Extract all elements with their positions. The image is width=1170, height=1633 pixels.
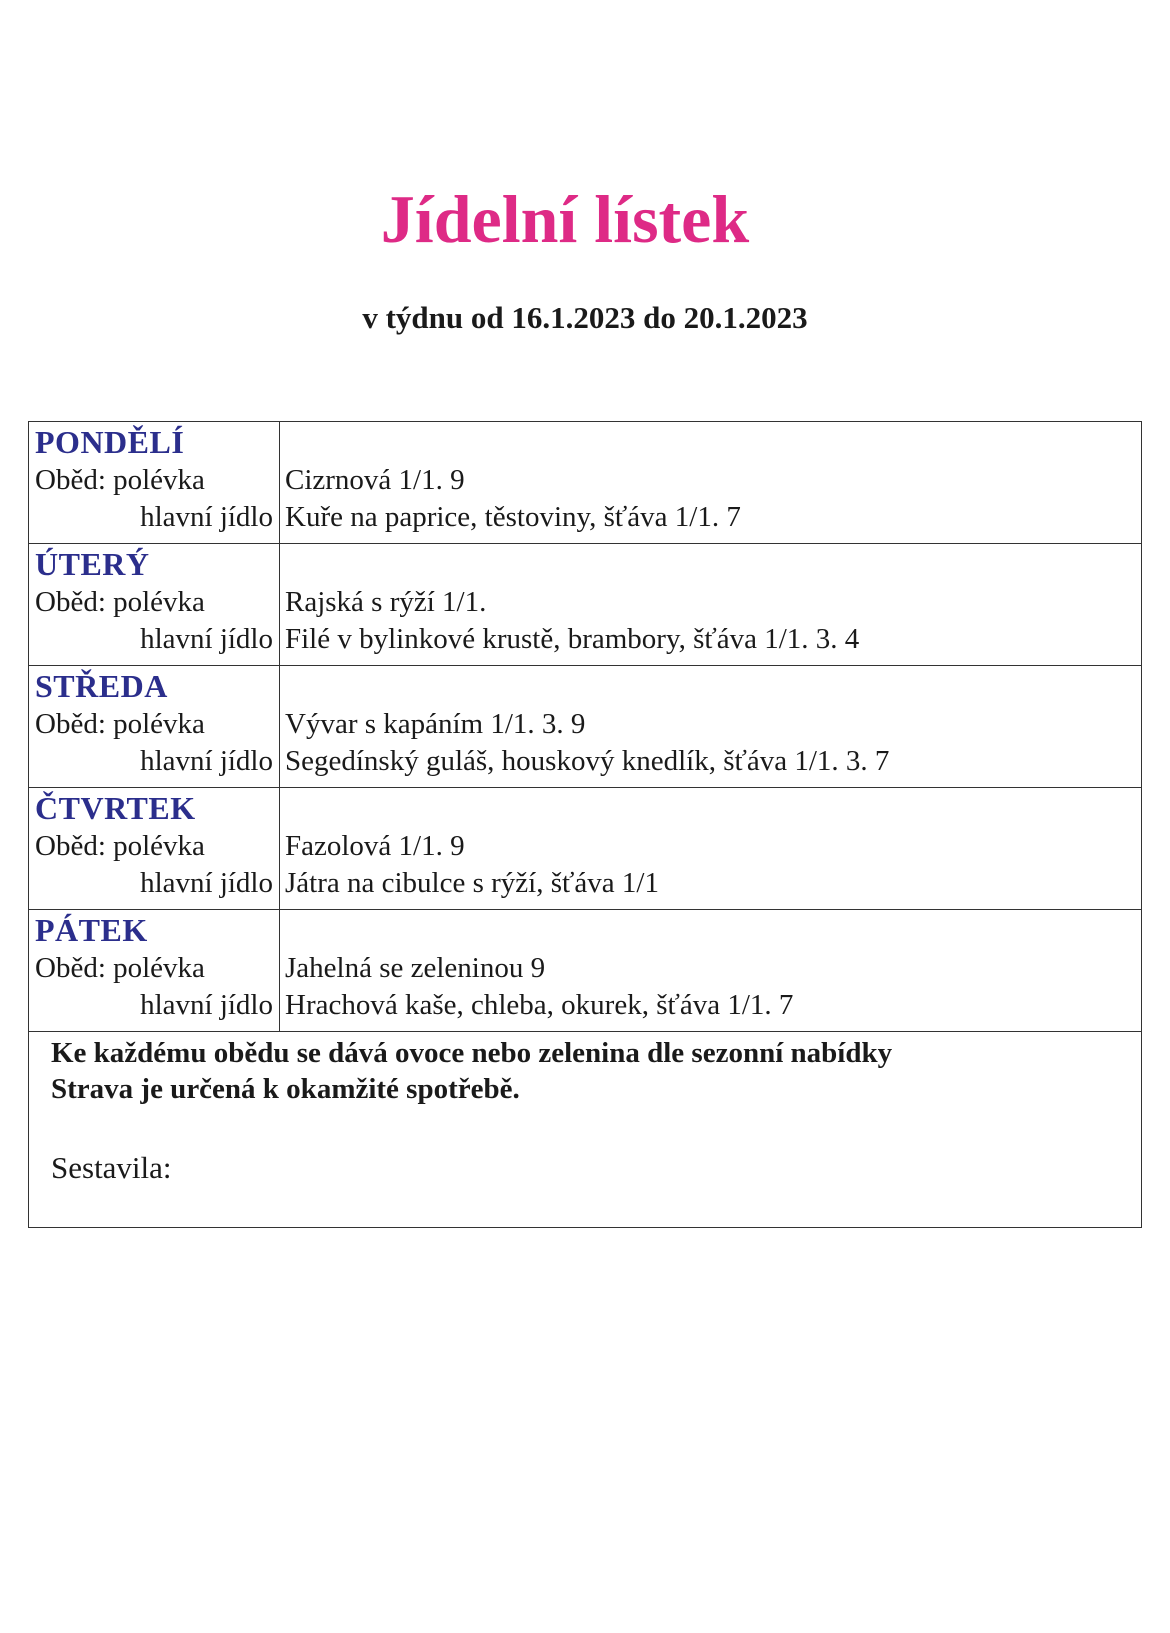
day-row-monday: [29, 422, 1141, 544]
main-dish-label: hlavní jídlo: [140, 501, 273, 533]
day-row-thursday: [29, 788, 1141, 910]
day-meal-cell: [280, 910, 1141, 1031]
menu-table: [28, 421, 1142, 1228]
consumption-note: Strava je určená k okamžité spotřebě.: [51, 1073, 520, 1105]
day-meal-cell: [280, 666, 1141, 787]
main-dish-label: hlavní jídlo: [140, 867, 273, 899]
soup-text: Rajská s rýží 1/1.: [285, 586, 487, 618]
day-meal-cell: [280, 788, 1141, 909]
day-label-cell: [29, 666, 280, 787]
soup-label: Oběd: polévka: [35, 830, 205, 862]
soup-text: Fazolová 1/1. 9: [285, 830, 465, 862]
main-dish-text: Játra na cibulce s rýží, šťáva 1/1: [285, 867, 659, 899]
day-row-tuesday: [29, 544, 1141, 666]
main-dish-text: Kuře na paprice, těstoviny, šťáva 1/1. 7: [285, 501, 741, 533]
soup-text: Cizrnová 1/1. 9: [285, 464, 465, 496]
soup-text: Vývar s kapáním 1/1. 3. 9: [285, 708, 586, 740]
day-meal-cell: [280, 544, 1141, 665]
fruit-note: Ke každému obědu se dává ovoce nebo zelenina dle sezonní nabídky: [51, 1037, 893, 1069]
day-meal-cell: [280, 422, 1141, 543]
main-dish-label: hlavní jídlo: [140, 989, 273, 1021]
soup-label: Oběd: polévka: [35, 464, 205, 496]
main-dish-text: Filé v bylinkové krustě, brambory, šťáva 1/1. 3. 4: [285, 623, 860, 655]
day-label-cell: [29, 544, 280, 665]
day-name: ÚTERÝ: [35, 546, 150, 582]
soup-label: Oběd: polévka: [35, 586, 205, 618]
day-name: ČTVRTEK: [35, 790, 196, 826]
page-title: Jídelní lístek: [380, 181, 750, 257]
week-range: v týdnu od 16.1.2023 do 20.1.2023: [362, 300, 808, 335]
main-dish-label: hlavní jídlo: [140, 623, 273, 655]
day-name: PÁTEK: [35, 912, 148, 948]
main-dish-text: Hrachová kaše, chleba, okurek, šťáva 1/1. 7: [285, 989, 794, 1021]
day-row-friday: [29, 910, 1141, 1032]
compiled-by: Sestavila:: [51, 1150, 172, 1185]
day-label-cell: [29, 422, 280, 543]
soup-label: Oběd: polévka: [35, 708, 205, 740]
main-dish-text: Segedínský guláš, houskový knedlík, šťáva 1/1. 3. 7: [285, 745, 890, 777]
soup-text: Jahelná se zeleninou 9: [285, 952, 546, 984]
day-row-wednesday: [29, 666, 1141, 788]
menu-footer: [29, 1032, 1141, 1227]
main-dish-label: hlavní jídlo: [140, 745, 273, 777]
day-label-cell: [29, 910, 280, 1031]
day-name: PONDĚLÍ: [35, 424, 185, 460]
day-name: STŘEDA: [35, 668, 168, 704]
day-label-cell: [29, 788, 280, 909]
soup-label: Oběd: polévka: [35, 952, 205, 984]
